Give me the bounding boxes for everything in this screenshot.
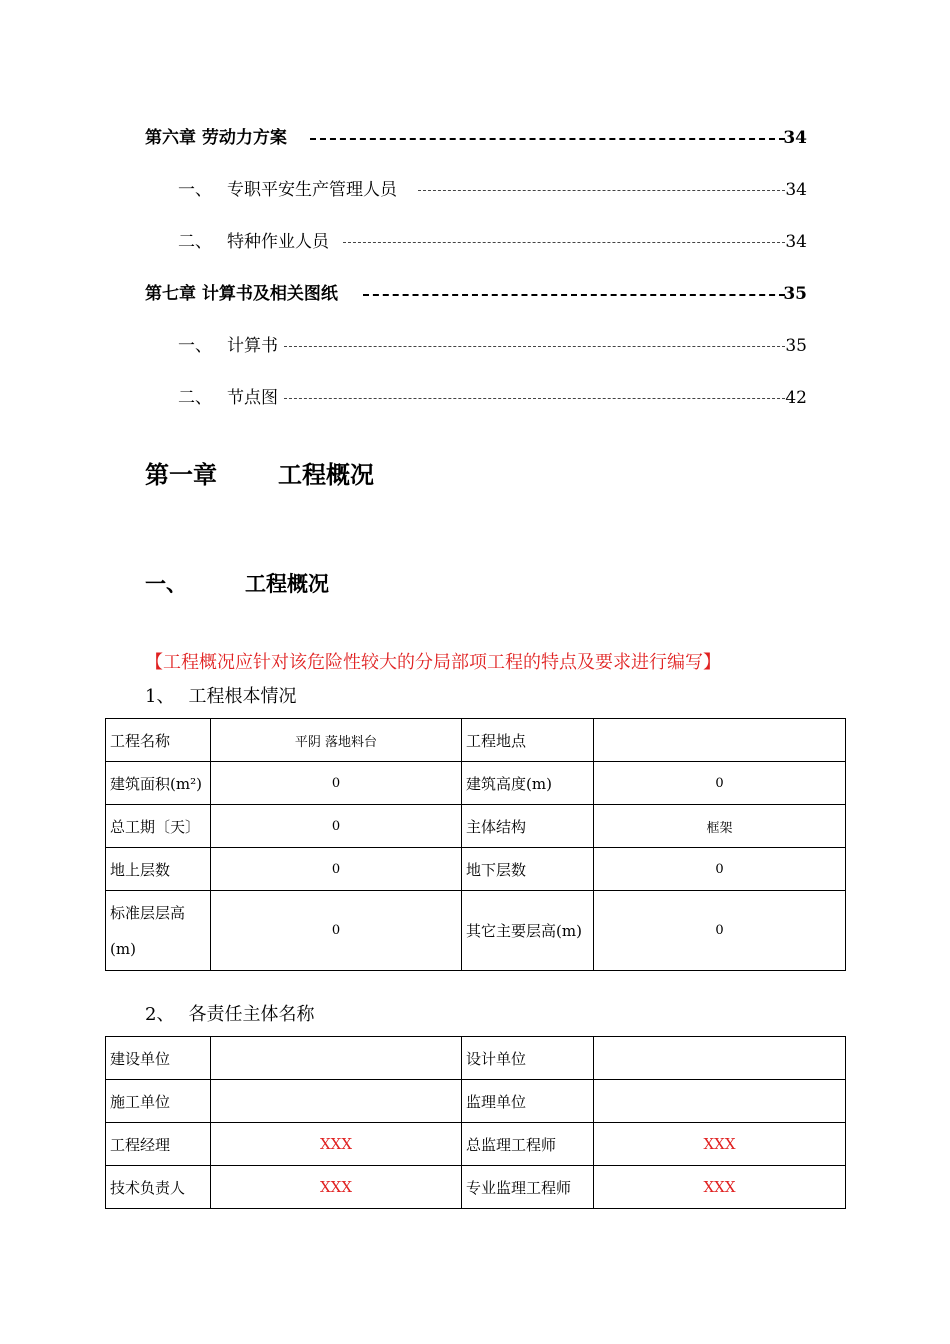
section-heading [145, 568, 329, 598]
table-value [211, 1080, 462, 1123]
table-value [594, 1037, 846, 1080]
table-label: 监理单位 [462, 1080, 594, 1123]
toc-page-number: 34 [783, 128, 807, 148]
toc-page-number: 35 [783, 284, 807, 304]
table-label: 施工单位 [106, 1080, 211, 1123]
table-row [106, 805, 846, 848]
subsection-title: 各责任主体名称 [188, 1004, 315, 1025]
table-value: 0 [594, 848, 846, 891]
table-value: 框架 [594, 805, 846, 848]
parties-table [105, 1036, 846, 1209]
basic-info-table [105, 718, 846, 971]
table-value: 0 [594, 891, 846, 971]
toc-section-title: 特种作业人员 [227, 232, 329, 252]
table-row [106, 719, 846, 762]
table-label: 建设单位 [106, 1037, 211, 1080]
toc-section-title: 节点图 [227, 388, 278, 408]
table-value: 0 [211, 891, 462, 971]
toc-leader [284, 398, 785, 399]
table-row [106, 891, 846, 971]
section-title: 工程概况 [245, 572, 329, 596]
table-label: 主体结构 [462, 805, 594, 848]
table-label: 建筑高度(m) [462, 762, 594, 805]
toc-section-number: 一、 [178, 336, 212, 356]
toc-leader [418, 190, 785, 191]
toc-leader [310, 138, 785, 140]
toc-section-number: 二、 [178, 232, 212, 252]
instruction-note: 【工程概况应针对该危险性较大的分局部项工程的特点及要求进行编写】 [145, 652, 721, 673]
section-number: 一、 [145, 572, 187, 596]
table-row [106, 848, 846, 891]
subsection-heading [145, 682, 296, 708]
toc-section-title: 专职平安生产管理人员 [227, 180, 397, 200]
table-value: 平阴 落地料台 [211, 719, 462, 762]
chapter-title: 工程概况 [278, 461, 374, 489]
table-label: 其它主要层高(m) [462, 891, 594, 971]
table-label: 总监理工程师 [462, 1123, 594, 1166]
table-row [106, 762, 846, 805]
table-label: 专业监理工程师 [462, 1166, 594, 1209]
table-label: 总工期〔天〕 [106, 805, 211, 848]
table-label: 工程经理 [106, 1123, 211, 1166]
toc-entry [0, 125, 950, 151]
table-value: XXX [211, 1166, 462, 1209]
table-row [106, 1037, 846, 1080]
table-row [106, 1080, 846, 1123]
table-value: 0 [211, 848, 462, 891]
table-label: 建筑面积(m²) [106, 762, 211, 805]
toc-chapter-title: 第六章 劳动力方案 [145, 128, 287, 148]
table-row [106, 1166, 846, 1209]
toc-section-number: 二、 [178, 388, 212, 408]
table-value: 0 [211, 762, 462, 805]
table-label: 标准层层高(m) [106, 891, 211, 971]
table-label: 技术负责人 [106, 1166, 211, 1209]
toc-entry [0, 177, 950, 203]
toc-page-number: 35 [785, 336, 807, 356]
table-value: 0 [211, 805, 462, 848]
chapter-number: 第一章 [145, 461, 217, 489]
subsection-number: 1、 [145, 686, 175, 707]
table-label: 工程名称 [106, 719, 211, 762]
toc-page-number: 42 [785, 388, 807, 408]
subsection-heading [145, 1000, 314, 1026]
toc-page-number: 34 [785, 180, 807, 200]
toc-leader [343, 242, 785, 243]
subsection-number: 2、 [145, 1004, 175, 1025]
chapter-heading [145, 455, 374, 490]
toc-entry [0, 385, 950, 411]
toc-section-number: 一、 [178, 180, 212, 200]
table-label: 地上层数 [106, 848, 211, 891]
table-value: XXX [211, 1123, 462, 1166]
table-value [211, 1037, 462, 1080]
table-label: 地下层数 [462, 848, 594, 891]
toc-leader [284, 346, 785, 347]
table-label: 设计单位 [462, 1037, 594, 1080]
toc-entry [0, 281, 950, 307]
table-value [594, 1080, 846, 1123]
table-value [594, 719, 846, 762]
toc-chapter-title: 第七章 计算书及相关图纸 [145, 284, 338, 304]
toc-section-title: 计算书 [227, 336, 278, 356]
toc-entry [0, 333, 950, 359]
table-value: XXX [594, 1166, 846, 1209]
toc-entry [0, 229, 950, 255]
subsection-title: 工程根本情况 [188, 686, 297, 707]
table-value: XXX [594, 1123, 846, 1166]
table-row [106, 1123, 846, 1166]
toc-page-number: 34 [785, 232, 807, 252]
table-value: 0 [594, 762, 846, 805]
table-label: 工程地点 [462, 719, 594, 762]
toc-leader [363, 294, 785, 296]
